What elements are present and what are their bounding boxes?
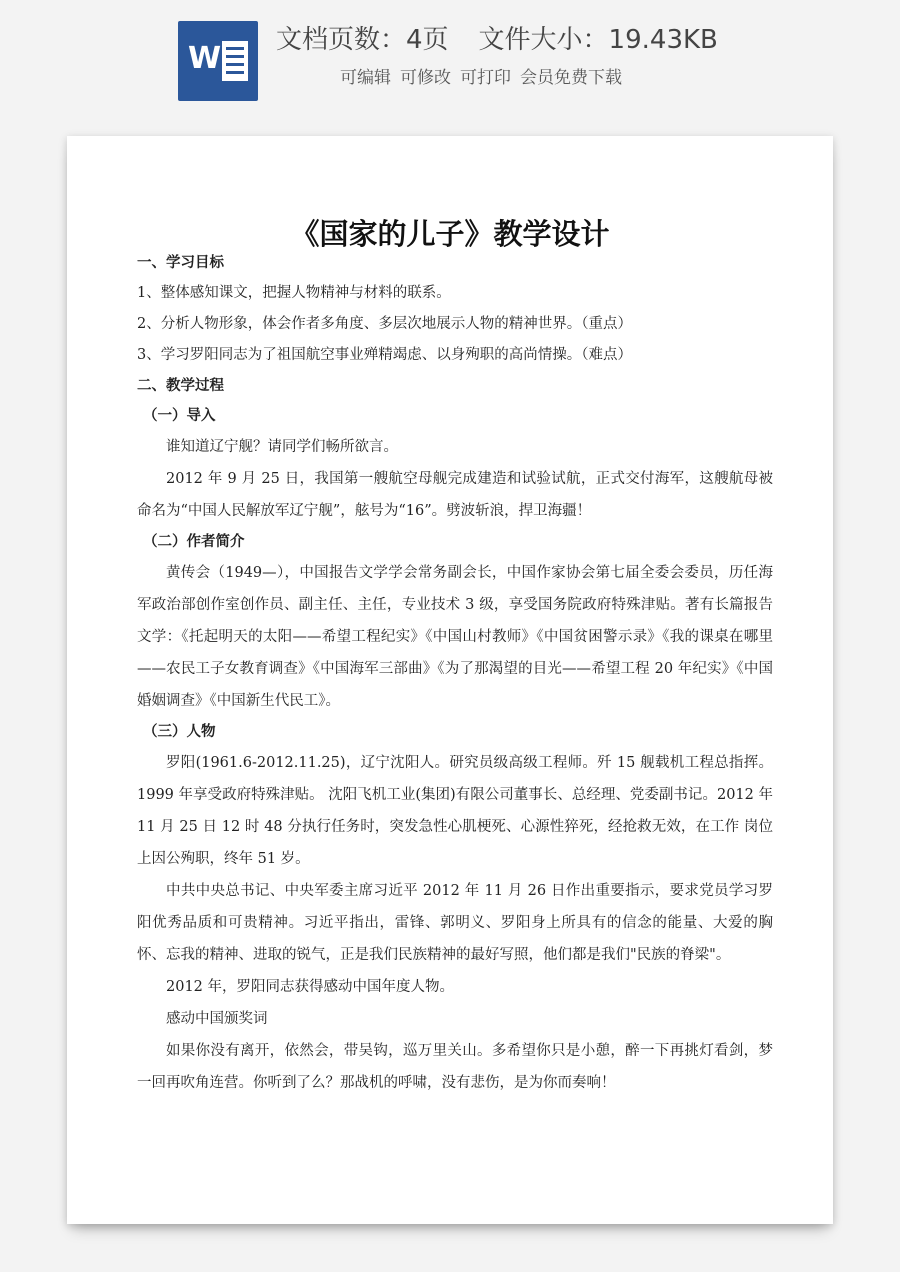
subsection-heading-intro: （一）导入	[143, 408, 216, 424]
file-size: 文件大小：19.43KB	[478, 25, 718, 55]
feature-printable: 可打印	[460, 68, 511, 88]
person-paragraph: 罗阳(1961.6-2012.11.25)，辽宁沈阳人。研究员级高级工程师。歼 15 舰载机工程总指挥。1999 年享受政府特殊津贴。 沈阳飞机工业(集团)有限公司董事长、总经理、党委副书记。2012 年 11 月 25 日 12 时 48 分执行任务时，突发急性心肌梗死、心源性猝死，经抢救无效，在工作 岗位上因公殉职，终年 51 岁。	[137, 755, 773, 867]
feature-modifiable: 可修改	[400, 68, 451, 88]
document-body	[137, 248, 773, 1099]
intro-paragraph: 谁知道辽宁舰？请同学们畅所欲言。	[166, 439, 398, 455]
person-paragraph: 感动中国颁奖词	[166, 1011, 268, 1027]
feature-free-download: 会员免费下载	[520, 68, 622, 88]
person-paragraph: 如果你没有离开，依然会，带吴钩，巡万里关山。多希望你只是小憩，醉一下再挑灯看剑，梦一回再吹角连营。你听到了么？那战机的呼啸，没有悲伤，是为你而奏响！	[137, 1043, 773, 1091]
feature-editable: 可编辑	[340, 68, 391, 88]
subsection-heading-person: （三）人物	[143, 724, 216, 740]
person-paragraph: 2012 年，罗阳同志获得感动中国年度人物。	[166, 979, 455, 995]
feature-list	[340, 66, 631, 90]
intro-paragraph: 2012 年 9 月 25 日，我国第一艘航空母舰完成建造和试验试航，正式交付海军，这艘航母被命名为“中国人民解放军辽宁舰”，舷号为“16”。劈波斩浪，捍卫海疆！	[137, 471, 773, 519]
word-icon-letter: W	[188, 41, 222, 76]
person-paragraph: 中共中央总书记、中央军委主席习近平 2012 年 11 月 26 日作出重要指示，要求党员学习罗阳优秀品质和可贵精神。习近平指出，雷锋、郭明义、罗阳身上所具有的信念的能量、大爱的胸怀、忘我的精神、进取的锐气，正是我们民族精神的最好写照，他们都是我们"民族的脊梁"。	[137, 883, 773, 963]
word-icon-lines	[222, 41, 248, 81]
objective-item: 1、整体感知课文，把握人物精神与材料的联系。	[137, 285, 451, 301]
subsection-heading-author: （二）作者简介	[143, 534, 245, 550]
section-heading-objectives: 一、学习目标	[137, 255, 224, 271]
author-paragraph: 黄传会（1949—），中国报告文学学会常务副会长，中国作家协会第七届全委会委员，历任海军政治部创作室创作员、副主任、主任，专业技术 3 级，享受国务院政府特殊津贴。著有长篇报告文学：《托起明天的太阳——希望工程纪实》《中国山村教师》《中国贫困警示录》《我的课桌在哪里——农民工子女教育调查》《中国海军三部曲》《为了那渴望的目光——希望工程 20 年纪实》《中国婚姻调查》《中国新生代民工》。	[137, 565, 773, 709]
download-info-header	[0, 0, 900, 125]
objective-item: 2、分析人物形象，体会作者多角度、多层次地展示人物的精神世界。（重点）	[137, 316, 632, 332]
document-title: 《国家的儿子》教学设计	[290, 217, 610, 251]
page-count: 文档页数：4页	[276, 25, 449, 55]
word-document-icon	[178, 21, 258, 101]
section-heading-process: 二、教学过程	[137, 378, 224, 394]
file-meta	[276, 22, 718, 58]
objective-item: 3、学习罗阳同志为了祖国航空事业殚精竭虑、以身殉职的高尚情操。（难点）	[137, 347, 632, 363]
document-page	[67, 136, 833, 1224]
